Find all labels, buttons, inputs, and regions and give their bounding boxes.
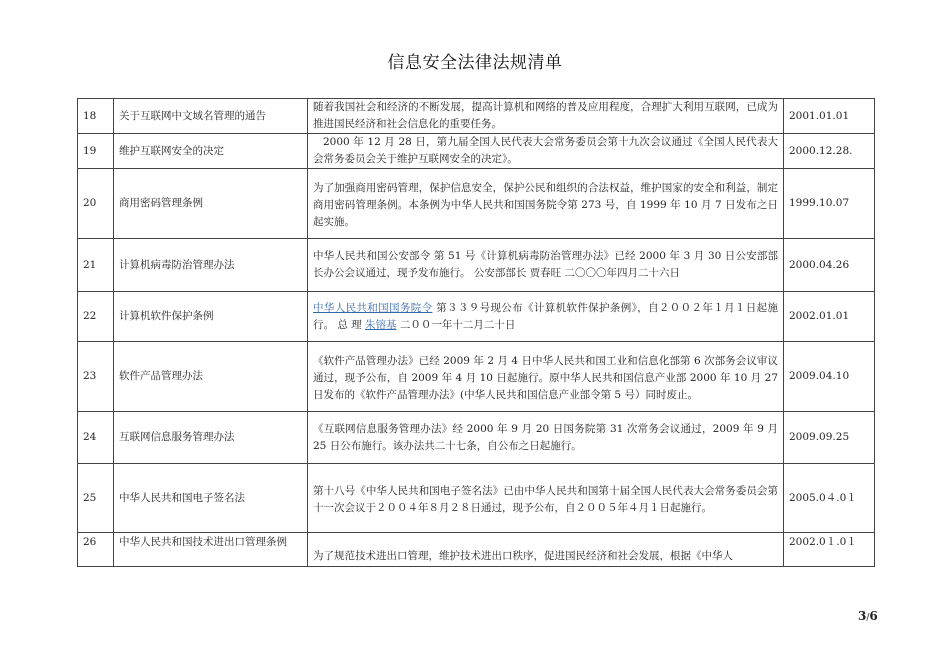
table-row <box>78 533 875 567</box>
regulation-description: 为了加强商用密码管理，保护信息安全，保护公民和组织的合法权益，维护国家的安全和利益，制定商用密码管理条例。本条例为中华人民共和国国务院令第 273 号，自 1999 年 10 月 7 日发布之日起实施。 <box>308 169 784 239</box>
regulation-name: 软件产品管理办法 <box>114 342 308 412</box>
row-number: 18 <box>78 99 114 134</box>
regulation-name: 计算机软件保护条例 <box>114 292 308 342</box>
regulation-description: 《互联网信息服务管理办法》经 2000 年 9 月 20 日国务院第 31 次常务会议通过，2009 年 9 月 25 日公布施行。该办法共二十七条，自公布之日起施行。 <box>308 412 784 464</box>
table-row <box>78 412 875 464</box>
regulation-description: 中华人民共和国公安部令 第 51 号《计算机病毒防治管理办法》已经 2000 年 3 月 30 日公安部部长办公会议通过，现予发布施行。 公安部部长 贾春旺 二〇〇〇年四月二十六日 <box>308 239 784 292</box>
regulation-name: 维护互联网安全的决定 <box>114 134 308 169</box>
row-number: 26 <box>78 533 114 567</box>
regulation-name: 计算机病毒防治管理办法 <box>114 239 308 292</box>
page-title: 信息安全法律法规清单 <box>387 53 563 73</box>
effective-date: 2002.0１.0１ <box>784 533 875 567</box>
regulation-description: 《软件产品管理办法》已经 2009 年 2 月 4 日中华人民共和国工业和信息化部第 6 次部务会议审议通过，现予公布，自 2009 年 4 月 10 日起施行。原中华人民共和国信息产业部 2000 年 10 月 27 日发布的《软件产品管理办法》(中华人民共和国信息产业部令第 5 号）同时废止。 <box>308 342 784 412</box>
table-row <box>78 464 875 533</box>
effective-date: 2000.12.28. <box>784 134 875 169</box>
effective-date: 2009.04.10 <box>784 342 875 412</box>
regulation-description: 第十八号《中华人民共和国电子签名法》已由中华人民共和国第十届全国人民代表大会常务委员会第十一次会议于２００４年８月２８日通过，现予公布，自２００５年４月１日起施行。 <box>308 464 784 533</box>
row-number: 25 <box>78 464 114 533</box>
effective-date: 2009.09.25 <box>784 412 875 464</box>
regulation-name: 中华人民共和国技术进出口管理条例 <box>114 533 308 567</box>
row-number: 20 <box>78 169 114 239</box>
page-separator: / <box>866 613 870 623</box>
state-council-decree-link[interactable]: 中华人民共和国国务院令 <box>313 301 433 314</box>
table-row <box>78 239 875 292</box>
table-row <box>78 134 875 169</box>
table-row <box>78 99 875 134</box>
regulation-description <box>308 134 784 169</box>
regulation-name: 商用密码管理条例 <box>114 169 308 239</box>
table-row <box>78 342 875 412</box>
effective-date: 2000.04.26 <box>784 239 875 292</box>
regulation-description-text: 第３３９号现公布《计算机软件保护条例》，自２００２年１月１日起施行。 总 理 <box>313 301 779 331</box>
regulation-description: 为了规范技术进出口管理，维护技术进出口秩序，促进国民经济和社会发展，根据《中华人 <box>308 533 784 567</box>
regulations-table <box>77 98 875 567</box>
regulation-name: 中华人民共和国电子签名法 <box>114 464 308 533</box>
premier-name-link[interactable]: 朱镕基 <box>365 318 397 331</box>
regulation-description: 随着我国社会和经济的不断发展，提高计算机和网络的普及应用程度，合理扩大利用互联网，已成为推进国民经济和社会信息化的重要任务。 <box>308 99 784 134</box>
row-number: 23 <box>78 342 114 412</box>
page-number <box>858 609 878 623</box>
row-number: 21 <box>78 239 114 292</box>
regulation-name: 关于互联网中文域名管理的通告 <box>114 99 308 134</box>
effective-date: 2001.01.01 <box>784 99 875 134</box>
row-number: 24 <box>78 412 114 464</box>
effective-date: 2005.0４.0１ <box>784 464 875 533</box>
table-row <box>78 169 875 239</box>
row-number: 19 <box>78 134 114 169</box>
regulation-description <box>308 292 784 342</box>
row-number: 22 <box>78 292 114 342</box>
regulation-name: 互联网信息服务管理办法 <box>114 412 308 464</box>
total-pages: 6 <box>869 609 878 623</box>
table-row <box>78 292 875 342</box>
effective-date: 1999.10.07 <box>784 169 875 239</box>
effective-date: 2002.01.01 <box>784 292 875 342</box>
regulation-description-date: 二００一年十二月二十日 <box>396 318 516 331</box>
regulation-description-text: 2000 年 12 月 28 日，第九届全国人民代表大会常务委员会第十九次会议通过《全国人民代表大会常务委员会关于维护互联网安全的决定》。 <box>313 136 778 165</box>
current-page: 3 <box>858 609 867 623</box>
